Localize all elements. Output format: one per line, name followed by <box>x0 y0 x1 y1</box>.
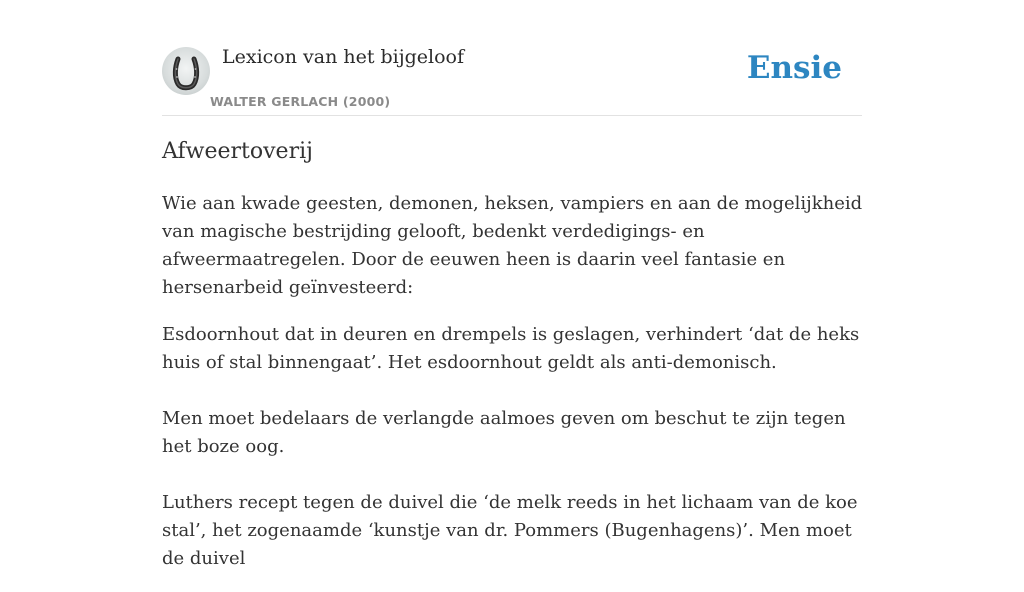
article-paragraph: Luthers recept tegen de duivel die ‘de melk reeds in het lichaam van de koe stal’, het zogenaamde ‘kunstje van dr. Pommers (Bugenhagens)’. Men moet de duivel <box>162 492 858 569</box>
horseshoe-icon <box>162 47 210 95</box>
article-paragraph: Wie aan kwade geesten, demonen, heksen, vampiers en aan de mogelijkheid van magische bestrijding gelooft, bedenkt verdedigings- en afweermaatregelen. Door de eeuwen heen is daarin veel fantasie en hersenarbeid geïnvesteerd: <box>162 193 863 298</box>
article-paragraph: Men moet bedelaars de verlangde aalmoes geven om beschut te zijn tegen het boze oog. <box>162 408 846 457</box>
brand-logo[interactable]: Ensie <box>746 50 842 86</box>
avatar[interactable] <box>162 47 210 95</box>
author-label: WALTER GERLACH (2000) <box>210 94 391 109</box>
article-paragraph: Esdoornhout dat in deuren en drempels is geslagen, verhindert ‘dat de heks huis of stal binnengaat’. Het esdoornhout geldt als anti-demonisch. <box>162 324 860 373</box>
entry-title: Afweertoverij <box>162 139 313 164</box>
article <box>162 139 866 592</box>
book-title[interactable]: Lexicon van het bijgeloof <box>222 46 465 68</box>
header <box>162 40 862 116</box>
